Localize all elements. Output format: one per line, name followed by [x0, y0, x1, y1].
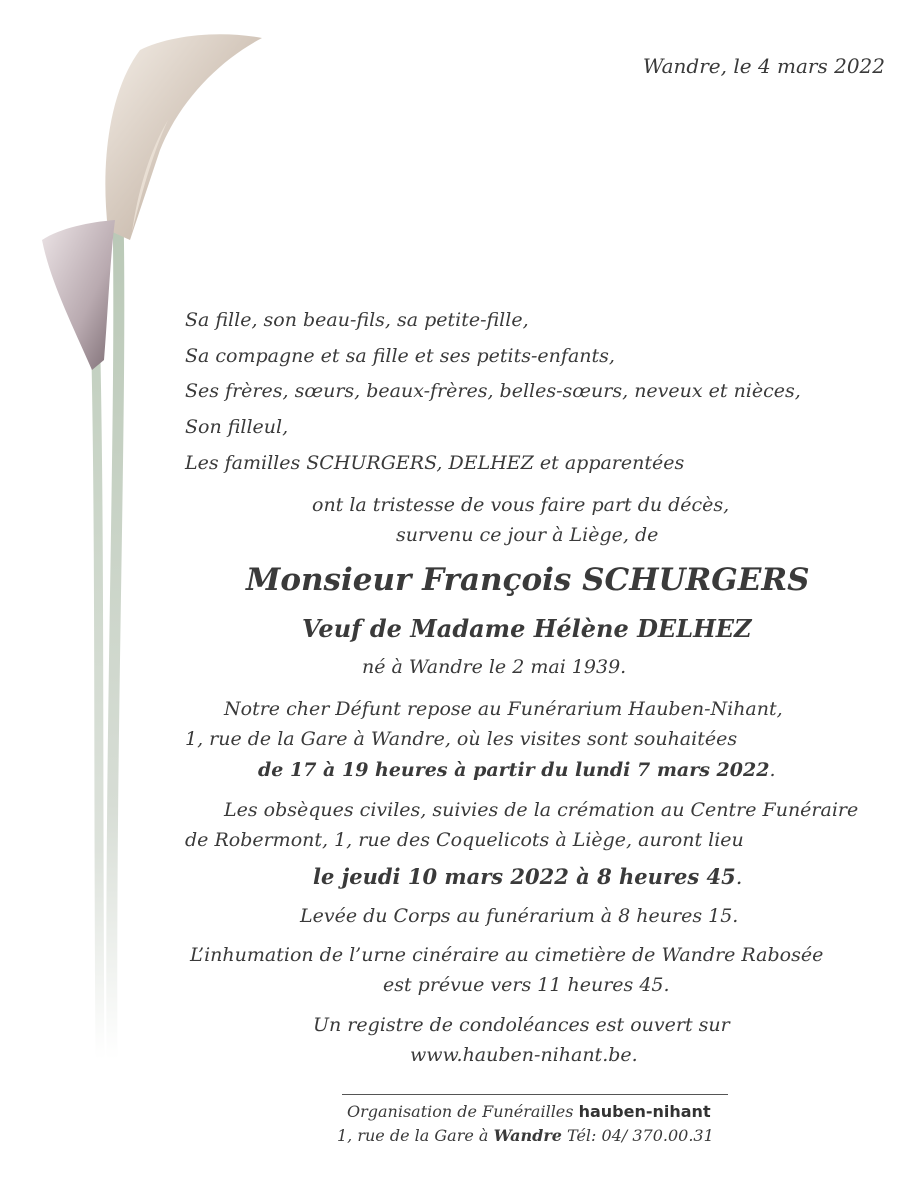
- family-line-2: Sa compagne et sa fille et ses petits-enfants,: [185, 345, 615, 367]
- footer-divider: [342, 1094, 728, 1095]
- registre-line-1: Un registre de condoléances est ouvert sur: [313, 1014, 730, 1036]
- levee-line: Levée du Corps au funérarium à 8 heures 15.: [300, 905, 739, 927]
- announce-line-1: ont la tristesse de vous faire part du décès,: [312, 494, 730, 516]
- date-line: Wandre, le 4 mars 2022: [642, 54, 885, 78]
- family-line-5: Les familles SCHURGERS, DELHEZ et apparentées: [185, 452, 685, 474]
- repose-line-2: 1, rue de la Gare à Wandre, où les visites sont souhaitées: [185, 728, 738, 750]
- brand-logo-text: hauben-nihant: [578, 1102, 711, 1121]
- visiting-hours: [258, 759, 775, 781]
- obseques-line-2: de Robermont, 1, rue des Coquelicots à Liège, auront lieu: [185, 829, 744, 851]
- footer-address-prefix: 1, rue de la Gare à: [337, 1126, 489, 1145]
- footer-telephone: Tél: 04/ 370.00.31: [567, 1126, 714, 1145]
- repose-line-1: Notre cher Défunt repose au Funérarium Hauben-Nihant,: [224, 698, 783, 720]
- deceased-name: Monsieur François SCHURGERS: [246, 562, 810, 598]
- inhumation-line-2: est prévue vers 11 heures 45.: [383, 974, 670, 996]
- family-line-4: Son filleul,: [185, 416, 289, 438]
- calla-lily-illustration: [0, 0, 300, 1100]
- family-line-1: Sa fille, son beau-fils, sa petite-fille,: [185, 309, 529, 331]
- birth-line: né à Wandre le 2 mai 1939.: [362, 656, 627, 678]
- ceremony-date: [313, 864, 742, 889]
- footer-address-line: [337, 1126, 714, 1145]
- visiting-hours-bold: de 17 à 19 heures à partir du lundi 7 mars 2022: [258, 759, 770, 781]
- footer-org-prefix: Organisation de Funérailles: [347, 1102, 574, 1121]
- ceremony-date-bold: le jeudi 10 mars 2022 à 8 heures 45: [313, 864, 736, 889]
- inhumation-line-1: L’inhumation de l’urne cinéraire au cimetière de Wandre Rabosée: [190, 944, 824, 966]
- obseques-line-1: Les obsèques civiles, suivies de la crémation au Centre Funéraire: [224, 799, 859, 821]
- announce-line-2: survenu ce jour à Liège, de: [396, 524, 659, 546]
- footer-org-line: [347, 1102, 711, 1121]
- registre-url[interactable]: www.hauben-nihant.be.: [410, 1044, 638, 1066]
- family-line-3: Ses frères, sœurs, beaux-frères, belles-sœurs, neveux et nièces,: [185, 380, 801, 402]
- widower-line: Veuf de Madame Hélène DELHEZ: [302, 614, 752, 643]
- ceremony-date-end: .: [735, 865, 743, 889]
- visiting-hours-end: .: [769, 759, 776, 781]
- footer-address-city: Wandre: [493, 1126, 562, 1145]
